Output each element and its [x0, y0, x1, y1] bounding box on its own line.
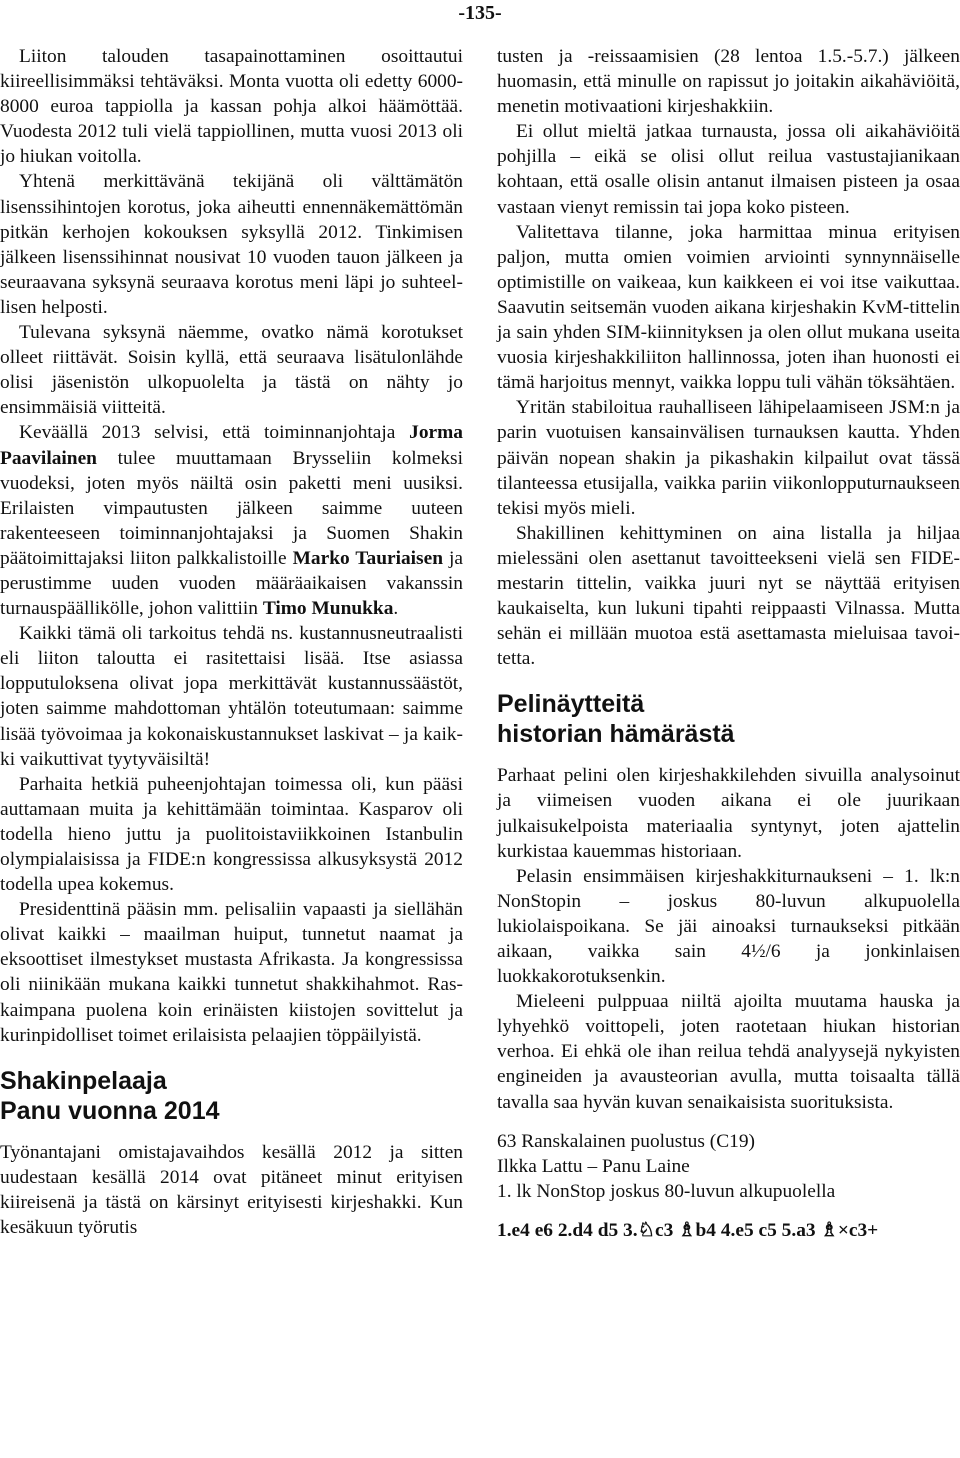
paragraph-travel: tusten ja -reissaamisien (28 lentoa 1.5.-5.7.) jälkeen huomasin, että minulle on rapissut jo joitakin aikahäviöitä, menetin motivaationi kirjeshakkiin. — [497, 46, 960, 118]
text-segment: Keväällä 2013 selvisi, että toiminnanjohtaja — [19, 422, 410, 444]
paragraph-memories: Mieleeni pulppuaa niiltä ajoilta muutama hauska ja lyhyehkö voittopeli, joten raotetaan hiukan historian verhoa. Ei ehkä ole ihan reilua tehdä analyysejä nykyisten engineiden ja avausteorian avulla, mutta toisaalta tällä tavalla saa hyvän kuvan senaikaisista suorituksista. — [497, 991, 960, 1113]
paragraph-staff-changes — [0, 420, 463, 621]
paragraph-cost-neutral: Kaikki tämä oli tarkoitus tehdä ns. kustannusneutraalisti eli liiton taloutta ei rasitettaisi lisää. Itse asiassa lopputuloksena olivat jopa merkittävät kustannussäästöt, joten saimme mahdottoman yhtälön toteutumaan: saimme lisää työvoimaa ja kokonaiskustannukset laskivat – ja kaikki vaikuttivat tyytyväisiltä! — [0, 623, 463, 770]
heading-line: Shakinpelaaja — [0, 1066, 167, 1095]
heading-line: Pelinäytteitä — [497, 690, 645, 719]
paragraph-best-moments: Parhaita hetkiä puheenjohtajan toimessa oli, kun pääsi auttamaan muita ja kehittämään toimintaa. Kasparov oli todella hieno juttu ja puolitoistaviikkoinen Istanbulin olympialaisissa ja FIDE:n kongressissa alkusyksystä 2012 todella upea kokemus. — [0, 773, 463, 896]
paragraph-stabilize: Yritän stabiloitua rauhalliseen lähipelaamiseen JSM:n ja parin vuotuisen kansainvälisen turnauksen kautta. Yhden päivän nopean shakin ja pikashakin kilpailut ovat tässä tilanteessa etusijalla, vaikka pariin viikonlopputurnaukseen tekisi myös mieli. — [497, 397, 960, 519]
paragraph-finances: Liiton talouden tasapainottaminen osoittautui kiireellisimmäksi tehtäväksi. Monta vuotta oli edetty 6000-8000 euroa tappiolla ja kassan pohja alkoi häämöttää. Vuodesta 2012 tuli vielä tappiollinen, mutta vuosi 2013 oli jo hiukan voitolla. — [0, 46, 463, 168]
left-column — [0, 44, 463, 1240]
paragraph-employer-change: Työnantajani omistajavaihdos kesällä 2012 ja sitten uudestaan kesällä 2014 ovat pitäneet minut erityisen kiireisenä ja tästä on kärsinyt erityisesti kirjeshakki. Kun kesäkuun työrutis — [0, 1141, 463, 1239]
text-segment: . — [393, 598, 399, 620]
name-jorma-paavilainen: Jorma Paavilainen — [0, 422, 463, 469]
text-segment: tulee muuttamaan Brysseliin kolmeksi vuodeksi, joten myös näiltä osin paketti meni uusiksi. Erilaisten vimpautusten jälkeen saimme uuteen rakenteeseen toiminnanjohtajaksi ja Suomen Shakin päätoimittajaksi liiton palkkalistoille — [0, 447, 463, 569]
game-title: 63 Ranskalainen puolustus (C19) — [497, 1130, 755, 1152]
paragraph-presidency: Presidenttinä pääsin mm. pelisaliin vapaasti ja siellähän olivat kaikki – maailman huiput, tunnetut naamat ja eksoottiset ilmestykset mustasta Afrikasta. Ja kongressissa oli niinikään mukana kaikki tunnetut shakkihahmot. Raskaimpana puolena koin erinäisten kiistojen sovittelut ja kurinpidolliset toimet erilaisista pelaajien töppäilyistä. — [0, 899, 463, 1046]
page-number: -135- — [458, 2, 502, 24]
game-event: 1. lk NonStop joskus 80-luvun alkupuolella — [497, 1180, 836, 1202]
paragraph-development: Shakillinen kehittyminen on aina listalla ja hiljaa mielessäni olen asettanut tavoitteekseni vielä sen FIDE-mestarin tittelin, vaikka juuri nyt se näyttää erityisen kaukaiselta, kun lukuni tipahti reippaasti Vilnassa. Mutta sehän ei millään muotoa estä asettamasta mieluisaa tavoitetta. — [497, 522, 960, 670]
heading-line: historian hämärästä — [497, 720, 735, 749]
paragraph-first-tournament: Pelasin ensimmäisen kirjeshakkiturnaukseni – 1. lk:n NonStopin – joskus 80-luvun alkupuolella lukiolaispoikana. Se jäi ainoaksi turnaukseksi pitkään aikaan, vaikka sain 4½/6 ja jonkinlaisen luokkakorotuksenkin. — [497, 865, 960, 988]
paragraph-time-losses: Ei ollut mieltä jatkaa turnausta, jossa oli aikahäviöitä pohjilla – eikä se olisi ollut reilua vastustajianikaan kohtaan, että osalle olisin antanut ilmaisen pisteen ja osaa vastaan vienyt remissin tai jopa koko pisteen. — [497, 121, 960, 218]
heading-line: Panu vuonna 2014 — [0, 1096, 220, 1125]
game-players: Ilkka Lattu – Panu Laine — [497, 1155, 690, 1177]
paragraph-unfortunate: Valitettava tilanne, joka harmittaa minua erityisen paljon, mutta omien voimien arviointi synnynnäiselle optimistille on vaikeaa, kun kaikkeen ei voi itse vaikuttaa. Saavutin seitsemän vuoden aikana kirjeshakin KvM-tittelin ja sain yhden SIM-kiinnityksen ja olen ollut mukana useita vuosia kirjeshakkiliiton hallinnossa, joten ihan huonosti ei tämä harjoitus mennyt, vaikka loppu tuli vähän töksähtäen. — [497, 221, 960, 394]
game-moves: 1.e4 e6 2.d4 d5 3.♘c3 ♗b4 4.e5 c5 5.a3 ♗×c3+ — [497, 1219, 879, 1241]
right-column — [497, 44, 960, 1243]
text-segment: ja perustimme uuden vuoden määräaikaisen vakanssin turnauspäällikölle, johon valittiin — [0, 547, 463, 620]
name-marko-tauriainen: Marko Tauriaisen — [292, 547, 443, 569]
paragraph-license-fees: Yhtenä merkittävänä tekijänä oli välttämätön lisenssihintojen korotus, joka aiheutti ennennäkemättömän pitkän kerhojen kokouksen syksyllä 2012. Tinkimisen jälkeen lisenssihinnat nousivat 10 vuoden tauon jälkeen ja seuraavana syksynä seuraava korotus meni läpi jo suhteellisen helposti. — [0, 171, 463, 318]
section-heading-player — [0, 1066, 463, 1126]
name-timo-munukka: Timo Munukka — [262, 598, 394, 620]
paragraph-coming-autumn: Tulevana syksynä näemme, ovatko nämä korotukset olleet riittävät. Soisin kyllä, että seuraava lisätulonlähde olisi jäsenistön ulkopuolelta ja tästä on nähty jo ensimmäisiä viitteitä. — [0, 322, 463, 419]
section-heading-games — [497, 689, 960, 749]
paragraph-best-games: Parhaat pelini olen kirjeshakkilehden sivuilla analysoinut ja viimeisen vuoden aikana ei ole juurikaan julkaisukelpoista materiaalia syntynyt, joten ajattelin kurkistaa kauemmas historiaan. — [497, 765, 960, 862]
